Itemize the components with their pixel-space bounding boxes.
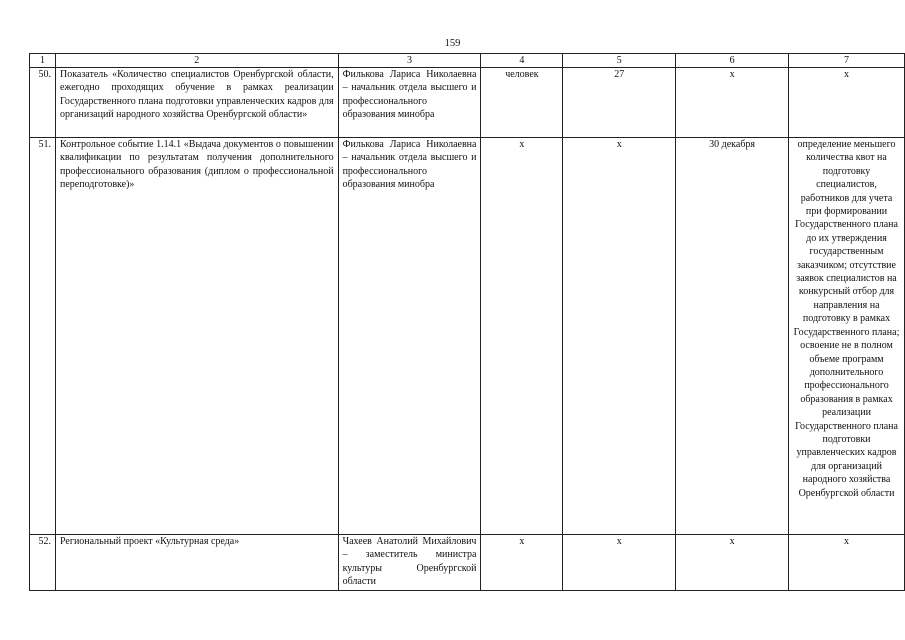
unit-cell: человек — [481, 68, 563, 138]
header-cell: 4 — [481, 54, 563, 68]
row-number: 50. — [30, 68, 56, 138]
responsible-person: Чахеев Анатолий Михайлович – заместитель министра культуры Оренбургской области — [338, 535, 481, 591]
row-number: 51. — [30, 138, 56, 535]
header-cell: 6 — [676, 54, 789, 68]
date-cell: 30 декабря — [676, 138, 789, 535]
unit-cell: х — [481, 535, 563, 591]
value-cell: х — [563, 535, 676, 591]
responsible-person: Филькова Лариса Николаевна – начальник отдела высшего и профессионального образования минобра — [338, 138, 481, 535]
table-row — [30, 138, 905, 535]
date-cell: х — [676, 535, 789, 591]
item-name: Показатель «Количество специалистов Оренбургской области, ежегодно проходящих обучение в рамках реализации Государственного плана подготовки управленческих кадров для организаций народного хозяйства Оренбургской области» — [55, 68, 338, 138]
note-cell: определение меньшего количества квот на подготовку специалистов, работников для учета при формировании Государственного плана до их утверждения государственным заказчиком; отсутствие заявок специалистов на конкурсный отбор для направления на подготовку в рамках Государственного плана; освоение не в полном объеме программ дополнительного профессионального образования в рамках реализации Государственного плана подготовки управленческих кадров для организаций народного хозяйства Оренбургской области — [789, 138, 905, 535]
note-cell: х — [789, 535, 905, 591]
header-cell: 3 — [338, 54, 481, 68]
value-cell: 27 — [563, 68, 676, 138]
header-cell: 2 — [55, 54, 338, 68]
header-cell: 5 — [563, 54, 676, 68]
plan-table — [29, 53, 905, 591]
responsible-person: Филькова Лариса Николаевна – начальник отдела высшего и профессионального образования минобра — [338, 68, 481, 138]
item-name: Контрольное событие 1.14.1 «Выдача документов о повышении квалификации по результатам получения дополнительного профессионального образования (диплом о профессиональной переподготовке)» — [55, 138, 338, 535]
item-name: Региональный проект «Культурная среда» — [55, 535, 338, 591]
header-cell: 7 — [789, 54, 905, 68]
table-row — [30, 68, 905, 138]
header-cell: 1 — [30, 54, 56, 68]
table-header-row — [30, 54, 905, 68]
table-row — [30, 535, 905, 591]
row-number: 52. — [30, 535, 56, 591]
unit-cell: х — [481, 138, 563, 535]
note-cell: х — [789, 68, 905, 138]
value-cell: х — [563, 138, 676, 535]
date-cell: х — [676, 68, 789, 138]
page-number: 159 — [444, 38, 461, 49]
